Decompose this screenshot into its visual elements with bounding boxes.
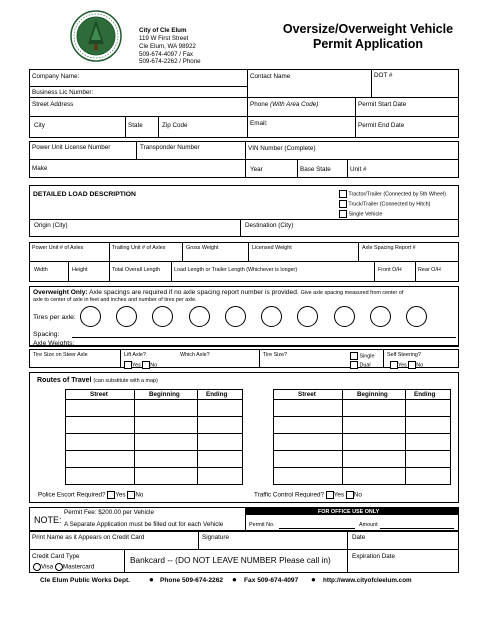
zip-field[interactable]: Zip Code <box>162 122 188 129</box>
licensed-weight-field[interactable]: Licensed Weight <box>252 245 292 251</box>
separate-application-text: A Separate Application must be filled out for each Vehicle <box>64 521 224 528</box>
axle-weights-label: Axle Weights: <box>33 340 75 347</box>
routes-heading-note: (can substitute with a map) <box>93 378 158 384</box>
self-steering-yes[interactable] <box>390 361 423 369</box>
destination-field[interactable]: Destination (City) <box>245 222 294 229</box>
tire-count-circle-3[interactable] <box>152 306 173 327</box>
total-length-field[interactable]: Total Overall Length <box>112 267 160 273</box>
mastercard-radio[interactable] <box>55 563 63 571</box>
lift-axle-label: Lift Axle? <box>124 352 146 358</box>
vehicle-type-option-tractor-trailer[interactable] <box>339 190 446 198</box>
form-title-line2: Permit Application <box>313 37 423 51</box>
mastercard-label: Mastercard <box>62 563 95 571</box>
overweight-note-rest: Give axle spacing measured from center of <box>300 290 404 296</box>
footer-bullet-3: ● <box>311 575 316 584</box>
amount-field[interactable]: Amount <box>359 522 378 528</box>
police-escort-no-label: No <box>135 491 144 499</box>
routes-left-col-beginning: Beginning <box>149 391 180 398</box>
traffic-control-no-checkbox[interactable] <box>346 491 354 499</box>
vin-field[interactable]: VIN Number (Complete) <box>248 145 316 152</box>
tires-per-axle-label: Tires per axle: <box>33 314 76 321</box>
footer-url[interactable]: http://www.cityofcleelum.com <box>323 577 412 584</box>
tractor-trailer-label: Tractor/Trailer (Connected by 5th Wheel) <box>348 191 446 198</box>
visa-label: Visa <box>41 563 54 571</box>
police-escort-question <box>38 491 143 499</box>
phone-note: (With Area Code) <box>269 101 319 108</box>
business-lic-field[interactable]: Business Lic Number: <box>32 89 94 96</box>
visa-radio[interactable] <box>33 563 41 571</box>
police-escort-yes-label: Yes <box>115 491 126 499</box>
tractor-trailer-checkbox[interactable] <box>339 190 347 198</box>
lift-axle-no-label: No <box>150 362 158 369</box>
spacing-label: Spacing: <box>33 331 60 338</box>
lift-axle-yes-checkbox[interactable] <box>124 361 132 369</box>
vehicle-type-option-truck-trailer[interactable] <box>339 200 430 208</box>
power-unit-license-field[interactable]: Power Unit License Number <box>32 144 111 151</box>
tire-dual-label: Dual <box>359 362 371 369</box>
self-steering-label: Self Steering? <box>387 352 421 358</box>
permit-end-field[interactable]: Permit End Date <box>358 122 405 129</box>
make-field[interactable]: Make <box>32 165 48 172</box>
tire-count-circle-1[interactable] <box>80 306 101 327</box>
permit-start-field[interactable]: Permit Start Date <box>358 101 407 108</box>
company-name-field[interactable]: Company Name: <box>32 73 80 80</box>
tire-count-circle-7[interactable] <box>297 306 318 327</box>
form-title-line1: Oversize/Overweight Vehicle <box>282 22 454 36</box>
lift-axle-yes[interactable] <box>124 361 157 369</box>
traffic-control-no-label: No <box>353 491 362 499</box>
contact-name-field[interactable]: Contact Name <box>250 73 291 80</box>
transponder-field[interactable]: Transponder Number <box>140 144 200 151</box>
dot-number-field[interactable]: DOT # <box>374 72 393 79</box>
tire-count-circle-10[interactable] <box>406 306 427 327</box>
footer-bullet-1: ● <box>149 575 154 584</box>
police-escort-label: Police Escort Required? <box>38 491 106 499</box>
axle-spacing-report-field[interactable]: Axle Spacing Report # <box>362 245 416 251</box>
email-field[interactable]: Email: <box>250 120 268 127</box>
gross-weight-field[interactable]: Gross Weight <box>186 245 219 251</box>
tire-single-option[interactable] <box>350 352 375 360</box>
overweight-note <box>33 289 403 297</box>
city-name: City of Cle Elum <box>139 27 187 34</box>
routes-right-col-ending: Ending <box>414 391 436 398</box>
which-axle-field[interactable]: Which Axle? <box>180 352 210 358</box>
tire-size-steer-field[interactable]: Tire Size on Steer Axle <box>33 352 88 358</box>
tire-size-field[interactable]: Tire Size? <box>263 352 288 358</box>
single-vehicle-checkbox[interactable] <box>339 210 347 218</box>
routes-right-col-street: Street <box>298 391 316 398</box>
self-steering-no-label: No <box>416 362 424 369</box>
card-type-label: Credit Card Type <box>32 553 80 560</box>
city-address-line2: Cle Elum, WA 98922 <box>139 43 196 50</box>
overweight-label: Overweight Only: <box>33 289 88 296</box>
signature-field[interactable]: Signature <box>202 534 229 541</box>
tire-single-checkbox[interactable] <box>350 352 358 360</box>
trailing-unit-axles-field[interactable]: Trailing Unit # of Axles <box>112 245 166 251</box>
overweight-note-main: Axle spacings are required if no axle spacing report number is provided. <box>89 289 299 296</box>
overweight-note-line2: axle to center of axle in feet and inches and number of tires per axle. <box>33 297 197 303</box>
height-field[interactable]: Height <box>72 267 88 273</box>
tire-count-circle-6[interactable] <box>261 306 282 327</box>
vehicle-type-option-single[interactable] <box>339 210 382 218</box>
tire-count-circle-9[interactable] <box>370 306 391 327</box>
form-title <box>270 22 466 52</box>
rear-oh-field[interactable]: Rear O/H <box>418 267 441 273</box>
phone-label: Phone <box>250 101 269 108</box>
expiration-field[interactable]: Expiration Date <box>352 553 396 560</box>
footer-phone: Phone 509-674-2262 <box>160 577 224 584</box>
base-state-field[interactable]: Base State <box>300 166 331 173</box>
traffic-control-yes-label: Yes <box>333 491 345 499</box>
footer-dept: Cle Elum Public Works Dept. <box>40 577 131 584</box>
routes-right-col-beginning: Beginning <box>357 391 388 398</box>
bankcard-field[interactable]: Bankcard -- (DO NOT LEAVE NUMBER Please call in) <box>130 555 331 565</box>
city-seal <box>70 10 122 62</box>
power-unit-axles-field[interactable]: Power Unit # of Axles <box>32 245 84 251</box>
tire-dual-option[interactable] <box>350 361 371 369</box>
truck-trailer-checkbox[interactable] <box>339 200 347 208</box>
year-field[interactable]: Year <box>250 166 263 173</box>
state-field[interactable]: State <box>128 122 143 129</box>
load-description-heading: DETAILED LOAD DESCRIPTION <box>33 191 136 198</box>
front-oh-field[interactable]: Front O/H <box>378 267 402 273</box>
routes-left-col-street: Street <box>90 391 108 398</box>
routes-table-right <box>273 389 451 485</box>
footer-bullet-2: ● <box>232 575 237 584</box>
permit-no-field[interactable]: Permit No. <box>249 522 275 528</box>
traffic-control-yes-checkbox[interactable] <box>326 491 334 499</box>
city-field[interactable]: City <box>34 122 45 129</box>
traffic-control-label: Traffic Control Required? <box>254 491 324 499</box>
card-type-options <box>33 563 94 571</box>
single-vehicle-label: Single Vehicle <box>348 211 383 218</box>
street-address-field[interactable]: Street Address <box>32 101 74 108</box>
routes-heading <box>37 377 158 385</box>
self-steering-yes-checkbox[interactable] <box>390 361 398 369</box>
traffic-control-question <box>254 491 362 499</box>
print-name-field[interactable]: Print Name as it Appears on Credit Card <box>32 534 145 541</box>
city-phone-line1: 509-674-4097 / Fax <box>139 51 194 58</box>
date-field[interactable]: Date <box>352 534 366 541</box>
lift-axle-yes-label: Yes <box>132 362 141 369</box>
office-use-label: FOR OFFICE USE ONLY <box>318 509 380 515</box>
routes-table-left <box>65 389 243 485</box>
load-length-field[interactable]: Load Length or Trailer Length (Whichever is longer) <box>174 267 298 273</box>
tire-count-circle-2[interactable] <box>116 306 137 327</box>
city-phone-line2: 509-674-2262 / Phone <box>139 58 201 65</box>
tire-count-circle-8[interactable] <box>334 306 355 327</box>
tire-single-label: Single <box>359 353 375 360</box>
footer-fax: Fax 509-674-4097 <box>244 577 299 584</box>
unit-field[interactable]: Unit # <box>350 166 367 173</box>
tire-count-circle-4[interactable] <box>189 306 210 327</box>
permit-fee-text: Permit Fee: $200.00 per Vehicle <box>64 509 154 516</box>
phone-field[interactable] <box>250 101 318 108</box>
width-field[interactable]: Width <box>34 267 48 273</box>
truck-trailer-label: Truck/Trailer (Connected by Hitch) <box>348 201 431 208</box>
self-steering-yes-label: Yes <box>398 362 407 369</box>
routes-left-col-ending: Ending <box>206 391 228 398</box>
note-label: NOTE: <box>34 515 62 525</box>
routes-heading-label: Routes of Travel <box>37 377 92 384</box>
origin-field[interactable]: Origin (City) <box>34 222 68 229</box>
tire-dual-checkbox[interactable] <box>350 361 358 369</box>
tire-count-circle-5[interactable] <box>225 306 246 327</box>
city-address-line1: 119 W First Street <box>139 35 189 42</box>
